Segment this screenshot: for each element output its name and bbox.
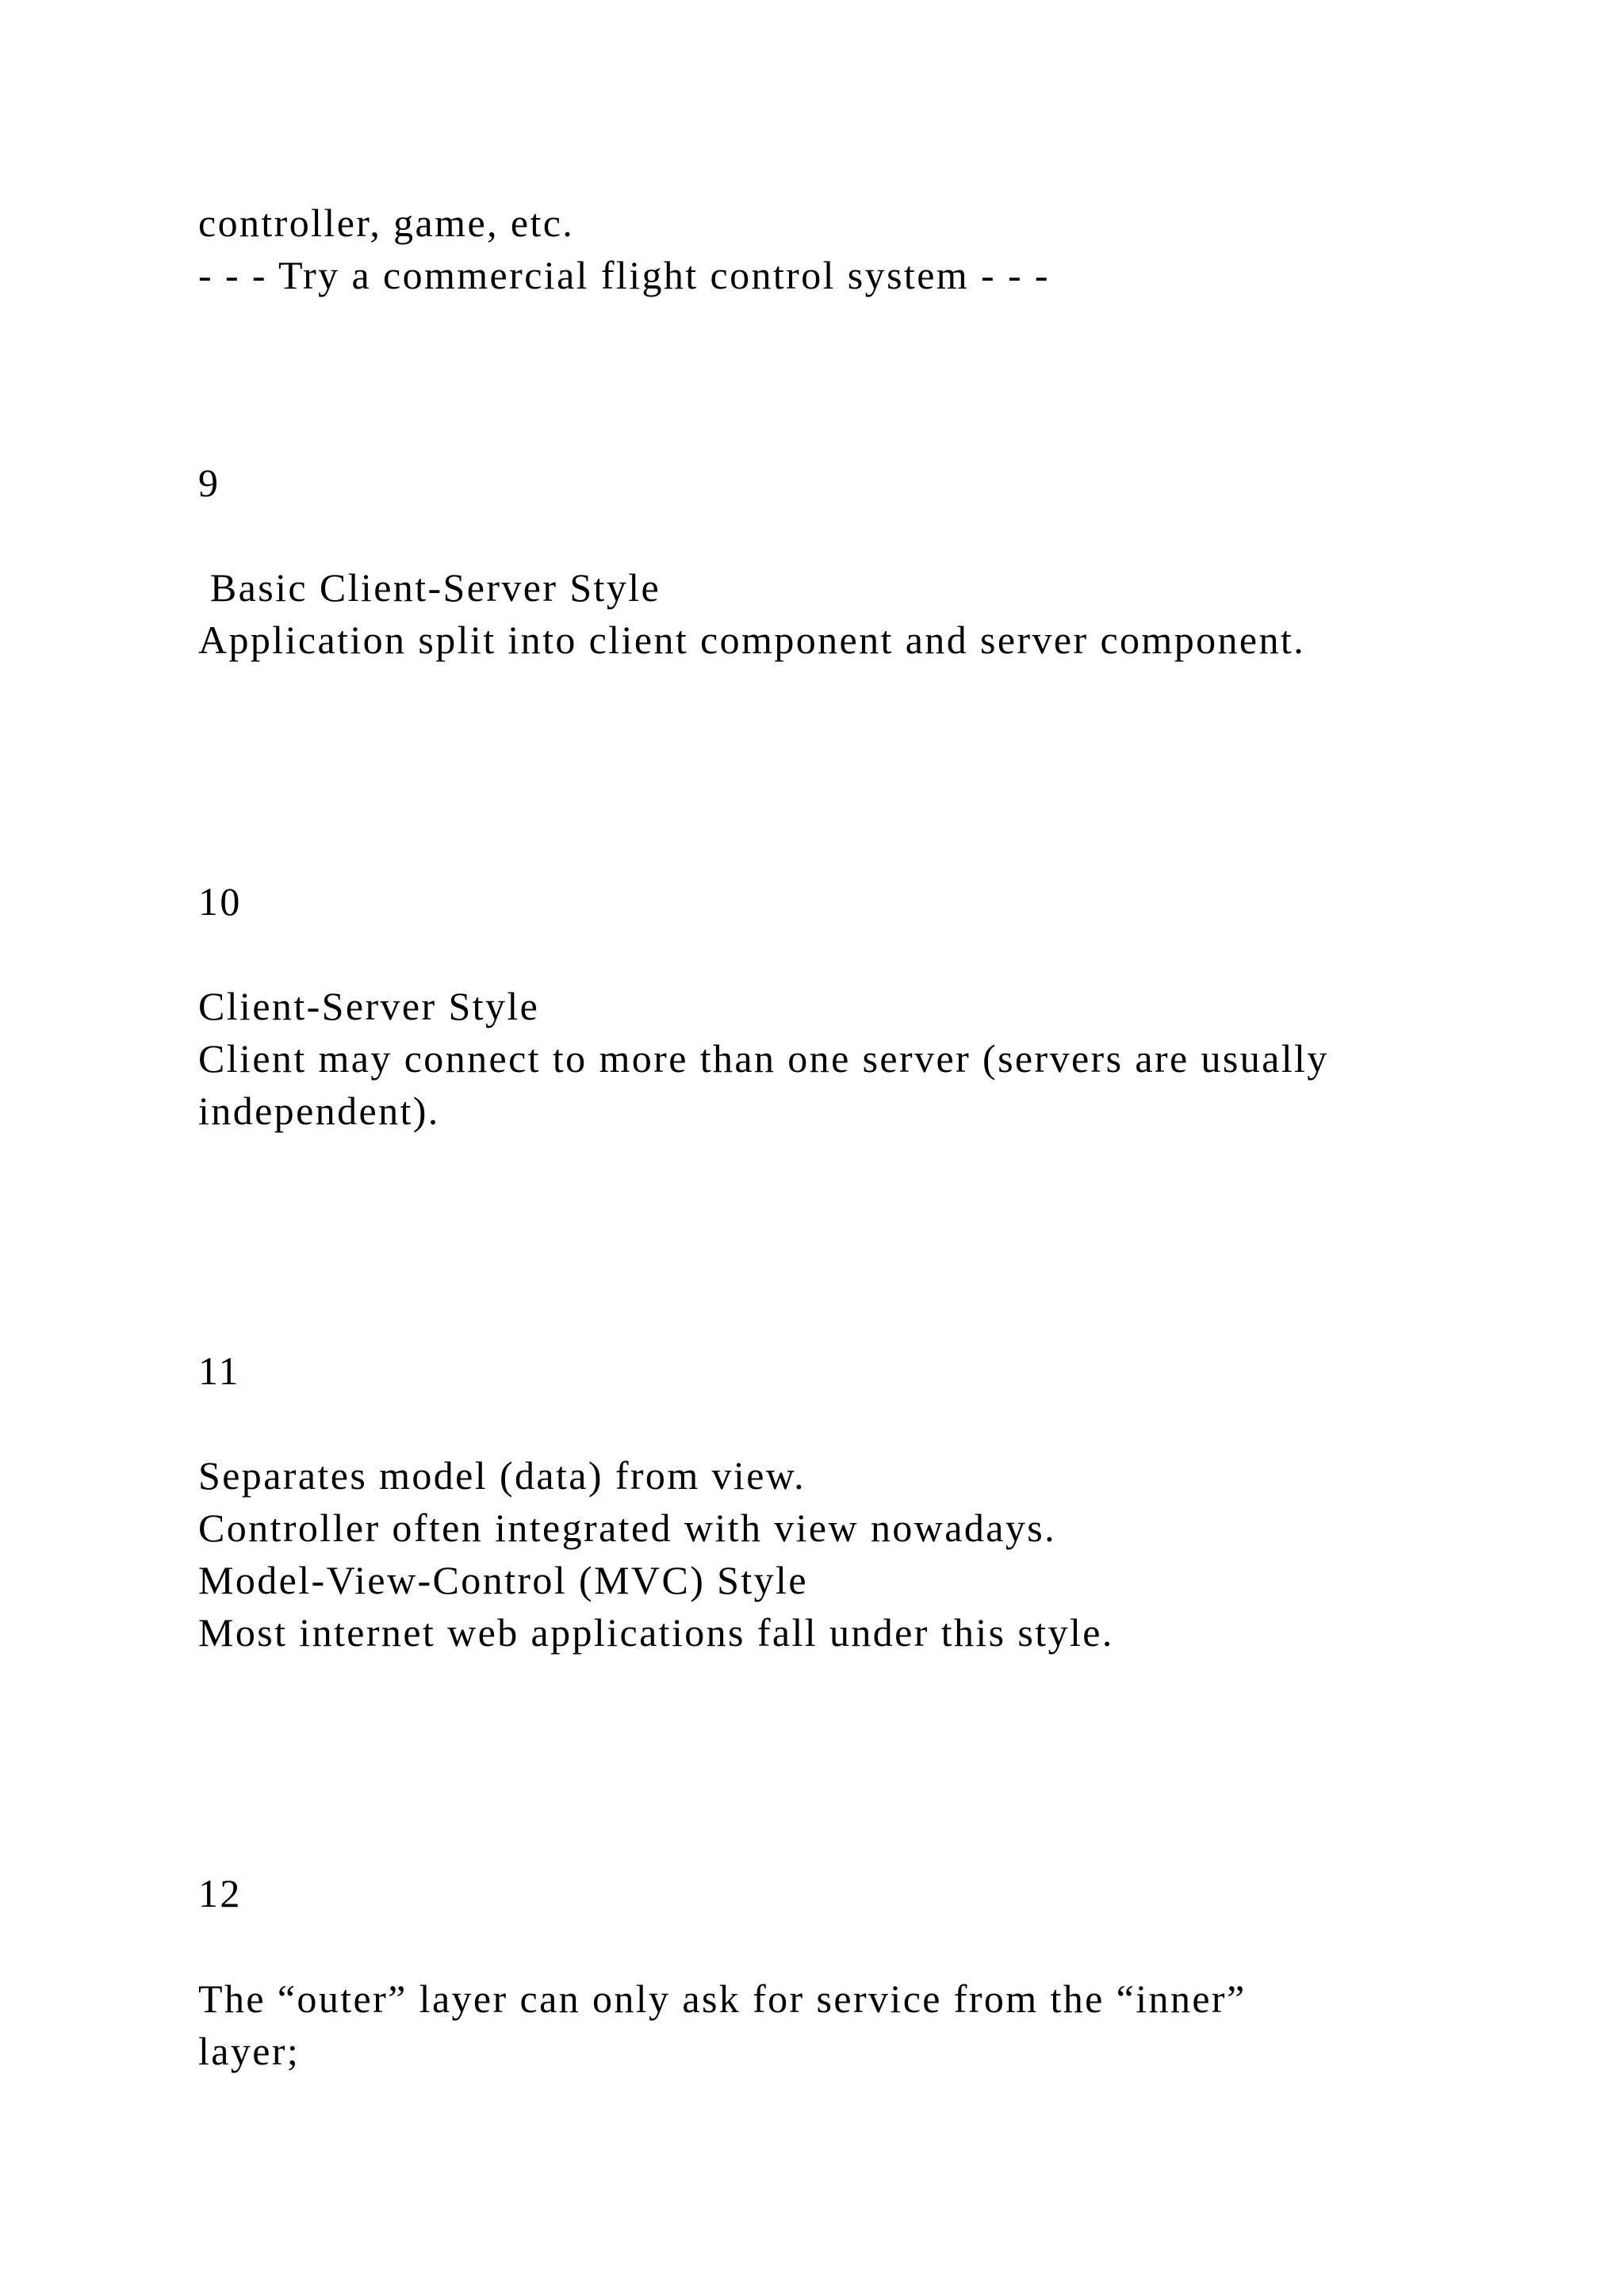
- slide-9-body: Application split into client component and server component.: [198, 618, 1306, 662]
- slide-10-title: Client-Server Style: [198, 984, 540, 1028]
- slide-12-line-1: The “outer” layer can only ask for service from the “inner”: [198, 1976, 1247, 2021]
- slide-9-title: Basic Client-Server Style: [198, 565, 661, 610]
- slide-11-line-2: Controller often integrated with view nowadays.: [198, 1506, 1056, 1550]
- slide-10-body-line-1: Client may connect to more than one server (servers are usually: [198, 1036, 1329, 1081]
- slide-number-9: 9: [198, 461, 220, 505]
- text-line-controller: controller, game, etc.: [198, 201, 575, 245]
- slide-10-body-line-2: independent).: [198, 1089, 440, 1133]
- slide-number-10: 10: [198, 879, 242, 924]
- slide-11-title: Model-View-Control (MVC) Style: [198, 1558, 808, 1602]
- text-line-flight-control: - - - Try a commercial flight control system - - -: [198, 253, 1050, 297]
- slide-number-11: 11: [198, 1349, 240, 1393]
- slide-11-line-1: Separates model (data) from view.: [198, 1453, 806, 1498]
- slide-number-12: 12: [198, 1871, 242, 1915]
- slide-12-line-2: layer;: [198, 2029, 301, 2073]
- slide-11-line-4: Most internet web applications fall under this style.: [198, 1610, 1114, 1655]
